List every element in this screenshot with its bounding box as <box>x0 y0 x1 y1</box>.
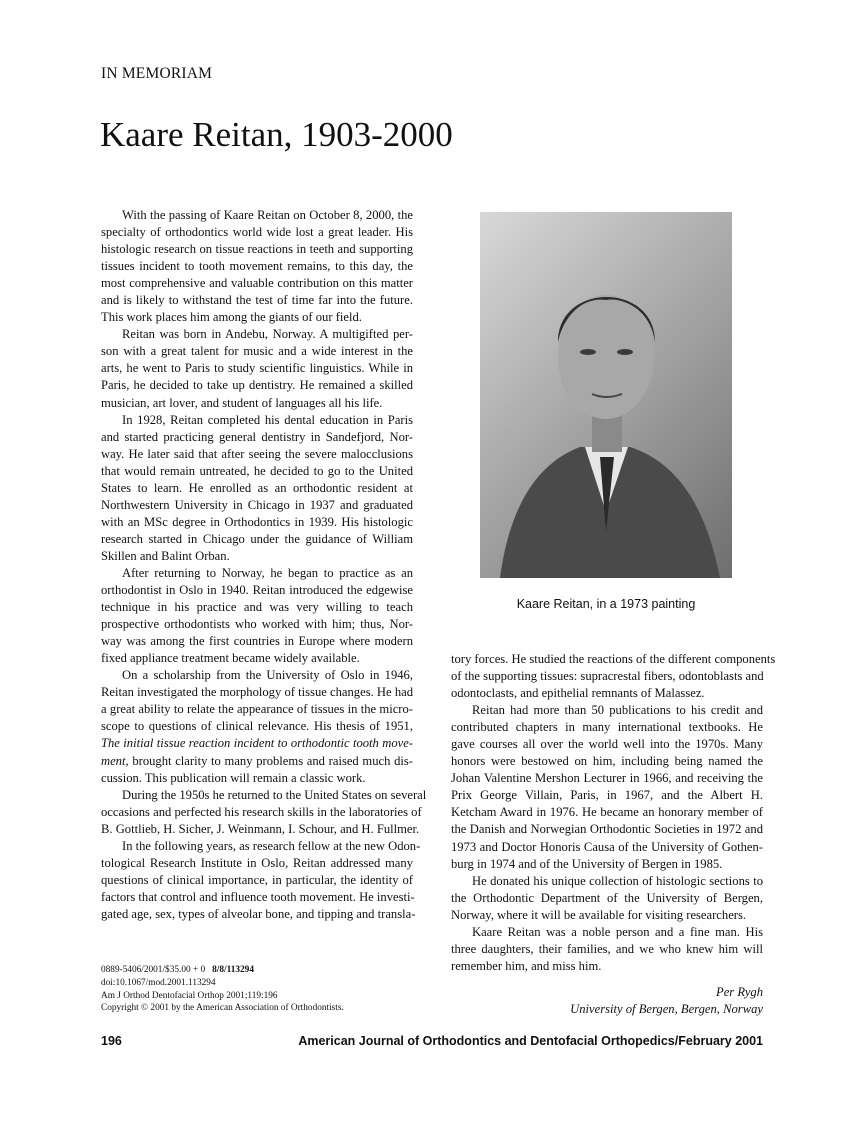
text-line: scope to questions of clinical relevance. His thesis of 1951, <box>101 719 413 734</box>
text-line: Paris, he decided to take up dentistry. He remained a skilled <box>101 378 413 393</box>
text-line: Norway, where it will be available for visiting researchers. <box>451 907 747 922</box>
text-line: tological Research Institute in Oslo, Reitan addressed many <box>101 855 413 870</box>
text-line: the Danish and Norwegian Orthodontic Societies in 1972 and <box>451 822 763 837</box>
text-line: After returning to Norway, he began to practice as an <box>122 565 413 580</box>
text-line: contributed chapters in many international textbooks. He <box>451 720 763 735</box>
article-title: Kaare Reitan, 1903-2000 <box>100 115 453 154</box>
text-line: Reitan had more than 50 publications to his credit and <box>472 703 763 718</box>
text-line: factors that control and influence tooth movement. He investi- <box>101 889 415 904</box>
text-line: remember him, and miss him. <box>451 958 602 973</box>
text-line: In the following years, as research fellow at the new Odon- <box>122 838 421 853</box>
text-line: prospective orthodontists who worked with him; thus, Nor- <box>101 617 413 632</box>
text-line: histologic research on tissue reactions in teeth and supporting <box>101 242 413 257</box>
section-label: IN MEMORIAM <box>101 65 213 82</box>
text-line: Reitan was born in Andebu, Norway. A multigifted per- <box>122 327 413 342</box>
text-line: gave courses all over the world well into the 1970s. Many <box>451 737 763 752</box>
text-line: With the passing of Kaare Reitan on October 8, 2000, the <box>122 208 413 222</box>
text-line: and is likely to withstand the test of time far into the future. <box>101 293 413 308</box>
text-line: In 1928, Reitan completed his dental education in Paris <box>122 412 413 427</box>
text-line: burg in 1974 and of the University of Bergen in 1985. <box>451 856 723 871</box>
footnote-code: 0889-5406/2001/$35.00 + 0 <box>101 965 206 975</box>
footnote-copyright: Copyright © 2001 by the American Association of Orthodontists. <box>101 1003 344 1014</box>
text-line: honors were bestowed on him, including being named the <box>451 754 763 769</box>
text-line: States to learn. He enrolled as an orthodontic resident at <box>101 480 413 495</box>
text-line: and started practicing general dentistry in Sandefjord, Nor- <box>101 429 413 444</box>
text-line: way was among the first countries in Europe where modern <box>101 634 413 649</box>
text-line: Northwestern University in Chicago in 1937 and graduated <box>101 497 413 512</box>
italic-title-segment: The initial tissue reaction incident to orthodontic tooth move- <box>101 736 413 751</box>
text-line: Johan Valentine Mershon Lecturer in 1966, and receiving the <box>451 771 763 786</box>
text-line: occasions and perfected his research skills in the laboratories of <box>101 804 422 819</box>
footnote-doi: doi:10.1067/mod.2001.113294 <box>101 977 216 988</box>
text-line: way. He later said that after seeing the severe malocclusions <box>101 446 413 461</box>
text-line: the Orthodontic Department of the University of Bergen, <box>451 890 763 905</box>
footnote-citation: Am J Orthod Dentofacial Orthop 2001;119:196 <box>101 990 278 1001</box>
text-line: that would remain untreated, he decided to go to the United <box>101 463 413 478</box>
text-line: 1973 and Doctor Honoris Causa of the University of Gothen- <box>451 839 763 854</box>
text-column-right <box>451 651 776 975</box>
signature-author: Per Rygh <box>716 985 763 999</box>
text-line: cussion. This publication will remain a classic work. <box>101 770 366 785</box>
signature <box>570 984 763 1018</box>
text-line: tissues incident to tooth movement remains, to this day, the <box>101 259 413 274</box>
journal-footer: American Journal of Orthodontics and Dentofacial Orthopedics/February 2001 <box>298 1034 763 1048</box>
text-line: This work places him among the giants of our field. <box>101 310 362 325</box>
text-line: He donated his unique collection of histologic sections to <box>472 873 763 888</box>
page-number: 196 <box>101 1034 122 1048</box>
text-segment: , brought clarity to many problems and raised much dis- <box>125 753 413 768</box>
text-line: Reitan investigated the morphology of tissue changes. He had <box>101 685 413 700</box>
footnotes <box>101 964 344 1015</box>
text-line: with an MSc degree in Orthodontics in 1939. His histologic <box>101 514 413 529</box>
text-line: On a scholarship from the University of Oslo in 1946, <box>122 668 413 683</box>
photo-caption: Kaare Reitan, in a 1973 painting <box>516 597 696 611</box>
text-line: most comprehensive and valuable contribution on this matter <box>101 276 413 291</box>
text-line: B. Gottlieb, H. Sicher, J. Weinmann, I. Schour, and H. Fullmer. <box>101 821 420 836</box>
text-line: gated age, sex, types of alveolar bone, and tipping and transla- <box>101 906 416 921</box>
text-line: tory forces. He studied the reactions of the different components <box>451 652 776 666</box>
italic-title-segment: ment <box>101 753 126 768</box>
text-line: son with a great talent for music and a wide interest in the <box>101 344 413 359</box>
text-line: technique in his practice and was very willing to teach <box>101 600 413 615</box>
text-line: During the 1950s he returned to the United States on several <box>122 787 427 802</box>
text-column-left <box>101 207 427 923</box>
signature-affiliation: University of Bergen, Bergen, Norway <box>570 1002 763 1016</box>
text-line: fixed appliance treatment became widely available. <box>101 651 360 666</box>
portrait-painting <box>480 212 732 578</box>
text-line: odontoclasts, and epithelial remnants of Malassez. <box>451 686 705 701</box>
text-line: research started in Chicago under the guidance of William <box>101 531 413 546</box>
text-line: arts, he went to Paris to study scientific linguistics. While in <box>101 361 413 376</box>
text-line: Prix George Villain, Paris, in 1967, and the Albert H. <box>451 788 763 803</box>
text-line: of the supporting tissues: supracrestal fibers, odontoblasts and <box>451 669 764 684</box>
text-line: specialty of orthodontics world wide lost a great leader. His <box>101 225 413 240</box>
portrait-image-icon <box>480 212 732 578</box>
text-line <box>101 735 413 752</box>
text-line: Skillen and Balint Orban. <box>101 548 230 563</box>
footnote-code-bold: 8/8/113294 <box>212 965 254 975</box>
text-line: musician, art lover, and student of languages all his life. <box>101 395 383 410</box>
text-line: Kaare Reitan was a noble person and a fine man. His <box>472 924 763 939</box>
text-line: three daughters, their families, and we who knew him will <box>451 941 763 956</box>
text-line: orthodontist in Oslo in 1940. Reitan introduced the edgewise <box>101 583 413 598</box>
text-line: a great ability to relate the appearance of tissues in the micro- <box>101 702 413 717</box>
text-line: Ketcham Award in 1976. He became an honorary member of <box>451 805 763 820</box>
text-line <box>101 753 413 770</box>
text-line: questions of clinical importance, in particular, the identity of <box>101 872 413 887</box>
